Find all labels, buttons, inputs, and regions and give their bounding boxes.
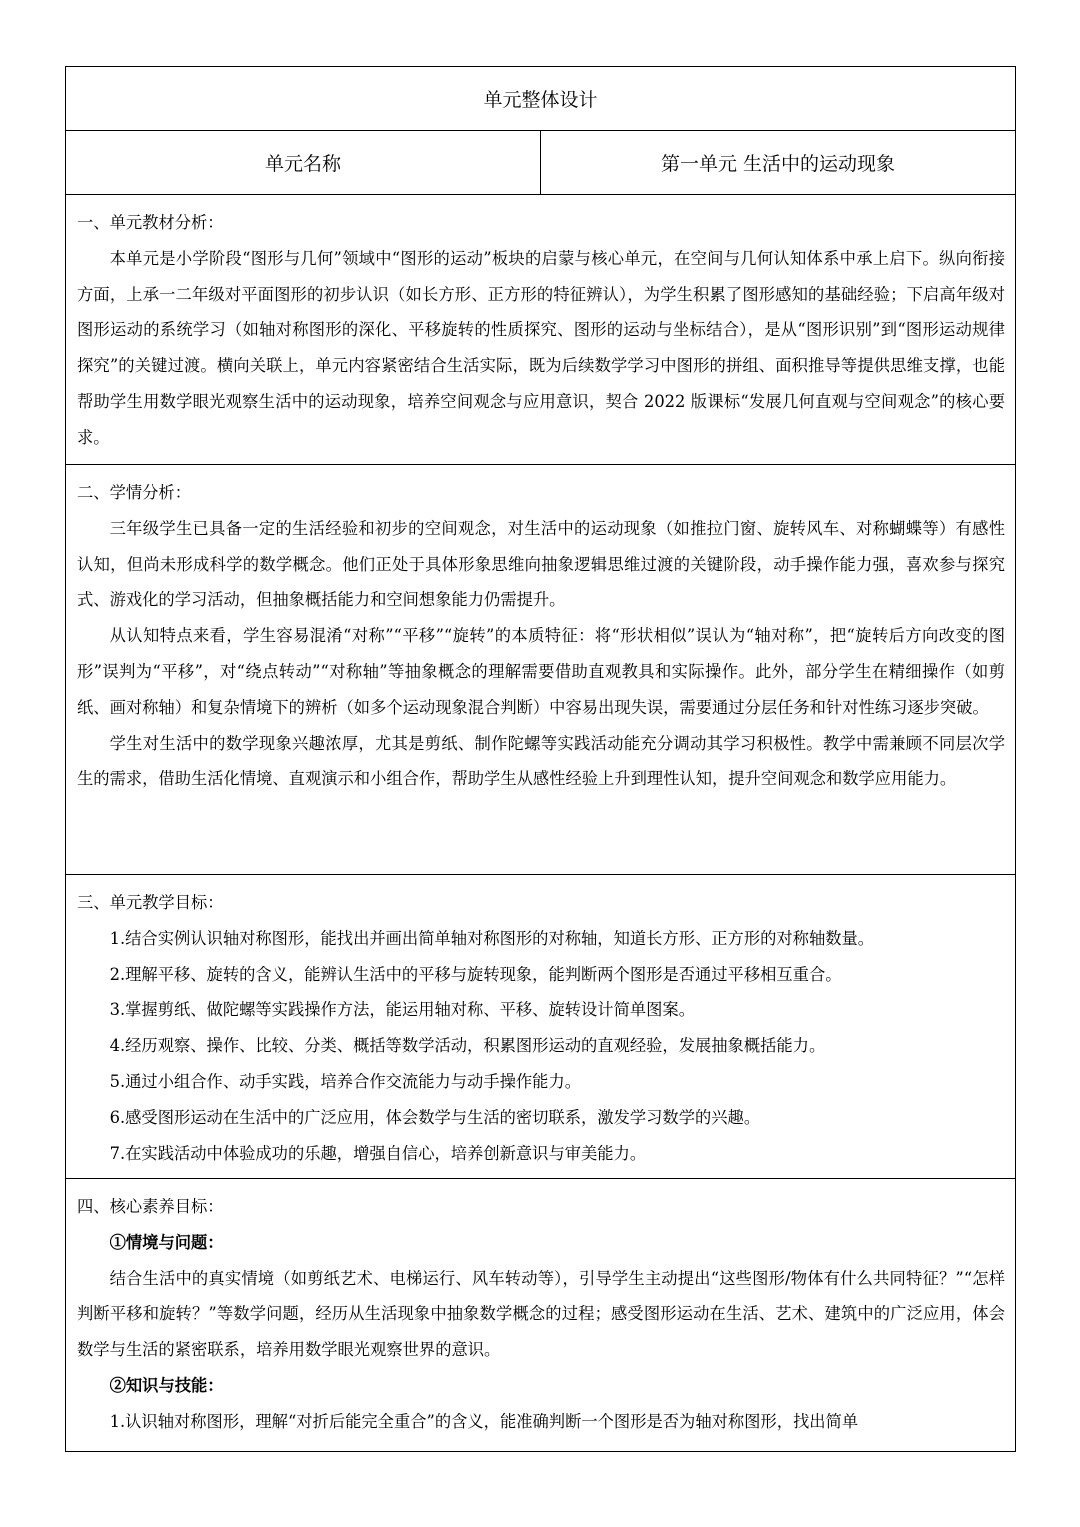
section-heading: 二、学情分析：: [77, 483, 191, 502]
section-teaching-goals: [66, 875, 1015, 1179]
subsection-heading: ①情境与问题：: [109, 1232, 224, 1252]
section-paragraph: 学生对生活中的数学现象兴趣浓厚，尤其是剪纸、制作陀螺等实践活动能充分调动其学习积极性。教学中需兼顾不同层次学生的需求，借助生活化情境、直观演示和小组合作，帮助学生从感性经验上升到理性认知，提升空间观念和数学应用能力。: [77, 733, 1005, 789]
section-paragraph: 结合生活中的真实情境（如剪纸艺术、电梯运行、风车转动等），引导学生主动提出“这些图形/物体有什么共同特征？”“怎样判断平移和旋转？”等数学问题，经历从生活现象中抽象数学概念的过程；感受图形运动在生活、艺术、建筑中的广泛应用，体会数学与生活的紧密联系，培养用数学眼光观察世界的意识。: [77, 1268, 1005, 1360]
goal-item: 1.结合实例认识轴对称图形，能找出并画出简单轴对称图形的对称轴，知道长方形、正方形的对称轴数量。: [109, 928, 875, 948]
subsection-heading: ②知识与技能：: [109, 1375, 224, 1395]
goal-item: 4.经历观察、操作、比较、分类、概括等数学活动，积累图形运动的直观经验，发展抽象概括能力。: [109, 1036, 826, 1056]
section-material-analysis: [66, 195, 1015, 465]
unit-name-label: 单元名称: [66, 131, 541, 194]
goal-item: 3.掌握剪纸、做陀螺等实践操作方法，能运用轴对称、平移、旋转设计简单图案。: [109, 1000, 695, 1020]
section-heading: 一、单元教材分析：: [77, 213, 224, 232]
unit-name-row: [66, 131, 1015, 195]
section-paragraph: 1.认识轴对称图形，理解“对折后能完全重合”的含义，能准确判断一个图形是否为轴对称图形，找出简单: [109, 1411, 859, 1431]
section-core-literacy: [66, 1179, 1015, 1452]
goal-item: 6.感受图形运动在生活中的广泛应用，体会数学与生活的密切联系，激发学习数学的兴趣。: [109, 1107, 761, 1127]
goal-item: 2.理解平移、旋转的含义，能辨认生活中的平移与旋转现象，能判断两个图形是否通过平移相互重合。: [109, 964, 842, 984]
goal-item: 7.在实践活动中体验成功的乐趣，增强自信心，培养创新意识与审美能力。: [109, 1143, 647, 1163]
unit-design-table: [65, 66, 1016, 1452]
goal-item: 5.通过小组合作、动手实践，培养合作交流能力与动手操作能力。: [109, 1071, 582, 1091]
section-student-analysis: [66, 465, 1015, 875]
table-title: 单元整体设计: [66, 67, 1015, 131]
section-paragraph: 从认知特点来看，学生容易混淆“对称”“平移”“旋转”的本质特征：将“形状相似”误认为“轴对称”，把“旋转后方向改变的图形”误判为“平移”，对“绕点转动”“对称轴”等抽象概念的理解需要借助直观教具和实际操作。此外，部分学生在精细操作（如剪纸、画对称轴）和复杂情境下的辨析（如多个运动现象混合判断）中容易出现失误，需要通过分层任务和针对性练习逐步突破。: [77, 626, 1005, 717]
section-heading: 四、核心素养目标：: [77, 1197, 224, 1216]
section-heading: 三、单元教学目标：: [77, 893, 224, 912]
section-paragraph: 本单元是小学阶段“图形与几何”领域中“图形的运动”板块的启蒙与核心单元，在空间与几何认知体系中承上启下。纵向衔接方面，上承一二年级对平面图形的初步认识（如长方形、正方形的特征辨认），为学生积累了图形感知的基础经验；下启高年级对图形运动的系统学习（如轴对称图形的深化、平移旋转的性质探究、图形的运动与坐标结合），是从“图形识别”到“图形运动规律探究”的关键过渡。横向关联上，单元内容紧密结合生活实际，既为后续数学学习中图形的拼组、面积推导等提供思维支撑，也能帮助学生用数学眼光观察生活中的运动现象，培养空间观念与应用意识，契合 2022 版课标“发展几何直观与空间观念”的核心要求。: [77, 248, 1005, 447]
section-paragraph: 三年级学生已具备一定的生活经验和初步的空间观念，对生活中的运动现象（如推拉门窗、旋转风车、对称蝴蝶等）有感性认知，但尚未形成科学的数学概念。他们正处于具体形象思维向抽象逻辑思维过渡的关键阶段，动手操作能力强，喜欢参与探究式、游戏化的学习活动，但抽象概括能力和空间想象能力仍需提升。: [77, 518, 1005, 610]
unit-name-value: 第一单元 生活中的运动现象: [660, 153, 896, 175]
